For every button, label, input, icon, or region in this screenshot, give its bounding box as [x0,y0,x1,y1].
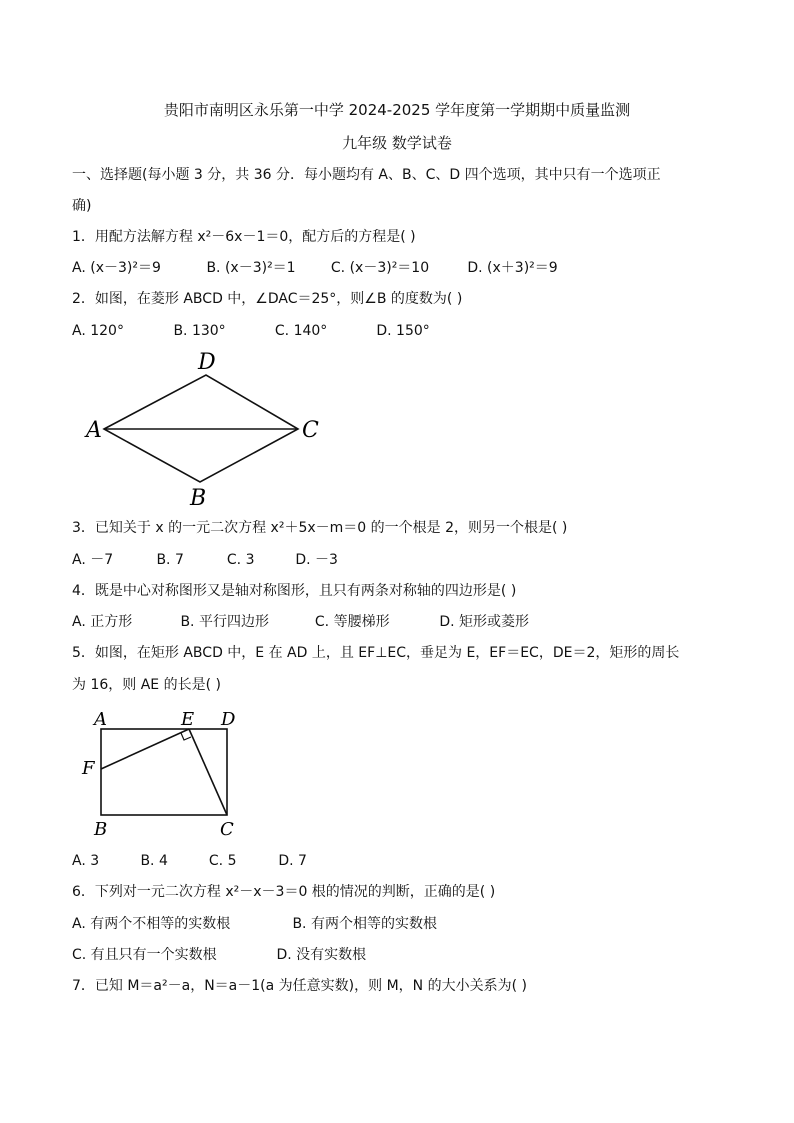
q3-option-b[interactable]: B. 7 [156,552,184,568]
q2-option-d[interactable]: D. 150° [376,323,430,339]
label-b: B [190,486,207,510]
q1-option-c[interactable]: C. (x－3)²＝10 [330,260,430,276]
question-5-options [72,851,307,871]
question-3-stem: 3．已知关于 x 的一元二次方程 x²＋5x－m＝0 的一个根是 2，则另一个根是( ) [72,520,568,536]
label-d: D [221,709,236,730]
q2-option-a[interactable]: A. 120° [72,323,124,339]
question-2-options [72,321,430,341]
q3-option-c[interactable]: C. 3 [226,552,255,568]
rectangle-figure [80,705,250,845]
question-7-stem: 7．已知 M＝a²－a，N＝a－1(a 为任意实数)，则 M，N 的大小关系为( ) [72,978,527,994]
question-2-stem: 2．如图，在菱形 ABCD 中，∠DAC＝25°，则∠B 的度数为( ) [72,291,463,307]
question-1-stem: 1．用配方法解方程 x²－6x－1＝0，配方后的方程是( ) [72,229,416,245]
q4-option-b[interactable]: B. 平行四边形 [180,614,269,630]
q2-option-c[interactable]: C. 140° [274,323,328,339]
label-c: C [302,418,319,443]
q4-option-c[interactable]: C. 等腰梯形 [314,614,390,630]
question-4-options [72,612,529,632]
segment-ef [101,729,189,769]
question-5-stem: 5．如图，在矩形 ABCD 中，E 在 AD 上，且 EF⊥EC，垂足为 E，EF＝EC，DE＝2，矩形的周长 [72,645,680,661]
q6-option-d[interactable]: D. 没有实数根 [276,947,367,963]
q5-option-a[interactable]: A. 3 [72,853,100,869]
q3-option-a[interactable]: A. －7 [72,552,114,568]
page-subtitle: 九年级 数学试卷 [342,134,452,152]
label-f: F [82,758,95,779]
q1-option-a[interactable]: A. (x－3)²＝9 [72,260,161,276]
q1-option-b[interactable]: B. (x－3)²＝1 [206,260,296,276]
page-title: 贵阳市南明区永乐第一中学 2024-2025 学年度第一学期期中质量监测 [163,101,631,119]
q6-option-c[interactable]: C. 有且只有一个实数根 [72,947,217,963]
q5-option-c[interactable]: C. 5 [208,853,237,869]
label-d: D [198,350,216,375]
section-heading-cont: 确) [72,198,92,214]
q5-option-d[interactable]: D. 7 [278,853,307,869]
q2-option-b[interactable]: B. 130° [173,323,226,339]
q4-option-d[interactable]: D. 矩形或菱形 [439,614,530,630]
q1-option-d[interactable]: D. (x＋3)²＝9 [467,260,558,276]
rhombus-figure [80,345,330,510]
q6-option-b[interactable]: B. 有两个相等的实数根 [292,916,437,932]
label-e: E [181,709,195,730]
q5-option-b[interactable]: B. 4 [140,853,168,869]
question-6-options-row1 [72,914,437,934]
q3-option-d[interactable]: D. －3 [295,552,338,568]
label-a: A [94,709,107,730]
question-6-options-row2 [72,945,366,965]
question-5-stem-cont: 为 16，则 AE 的长是( ) [72,677,221,693]
question-3-options [72,550,338,570]
label-a: A [86,418,102,443]
question-1-options [72,258,558,278]
label-b: B [94,819,108,840]
q6-option-a[interactable]: A. 有两个不相等的实数根 [72,916,231,932]
question-4-stem: 4．既是中心对称图形又是轴对称图形，且只有两条对称轴的四边形是( ) [72,583,517,599]
question-6-stem: 6．下列对一元二次方程 x²－x－3＝0 根的情况的判断，正确的是( ) [72,884,496,900]
segment-ec [189,729,227,815]
right-angle-mark [181,733,191,740]
q4-option-a[interactable]: A. 正方形 [72,614,133,630]
section-heading: 一、选择题(每小题 3 分，共 36 分．每小题均有 A、B、C、D 四个选项，其中只有一个选项正 [72,167,661,183]
label-c: C [220,819,234,840]
